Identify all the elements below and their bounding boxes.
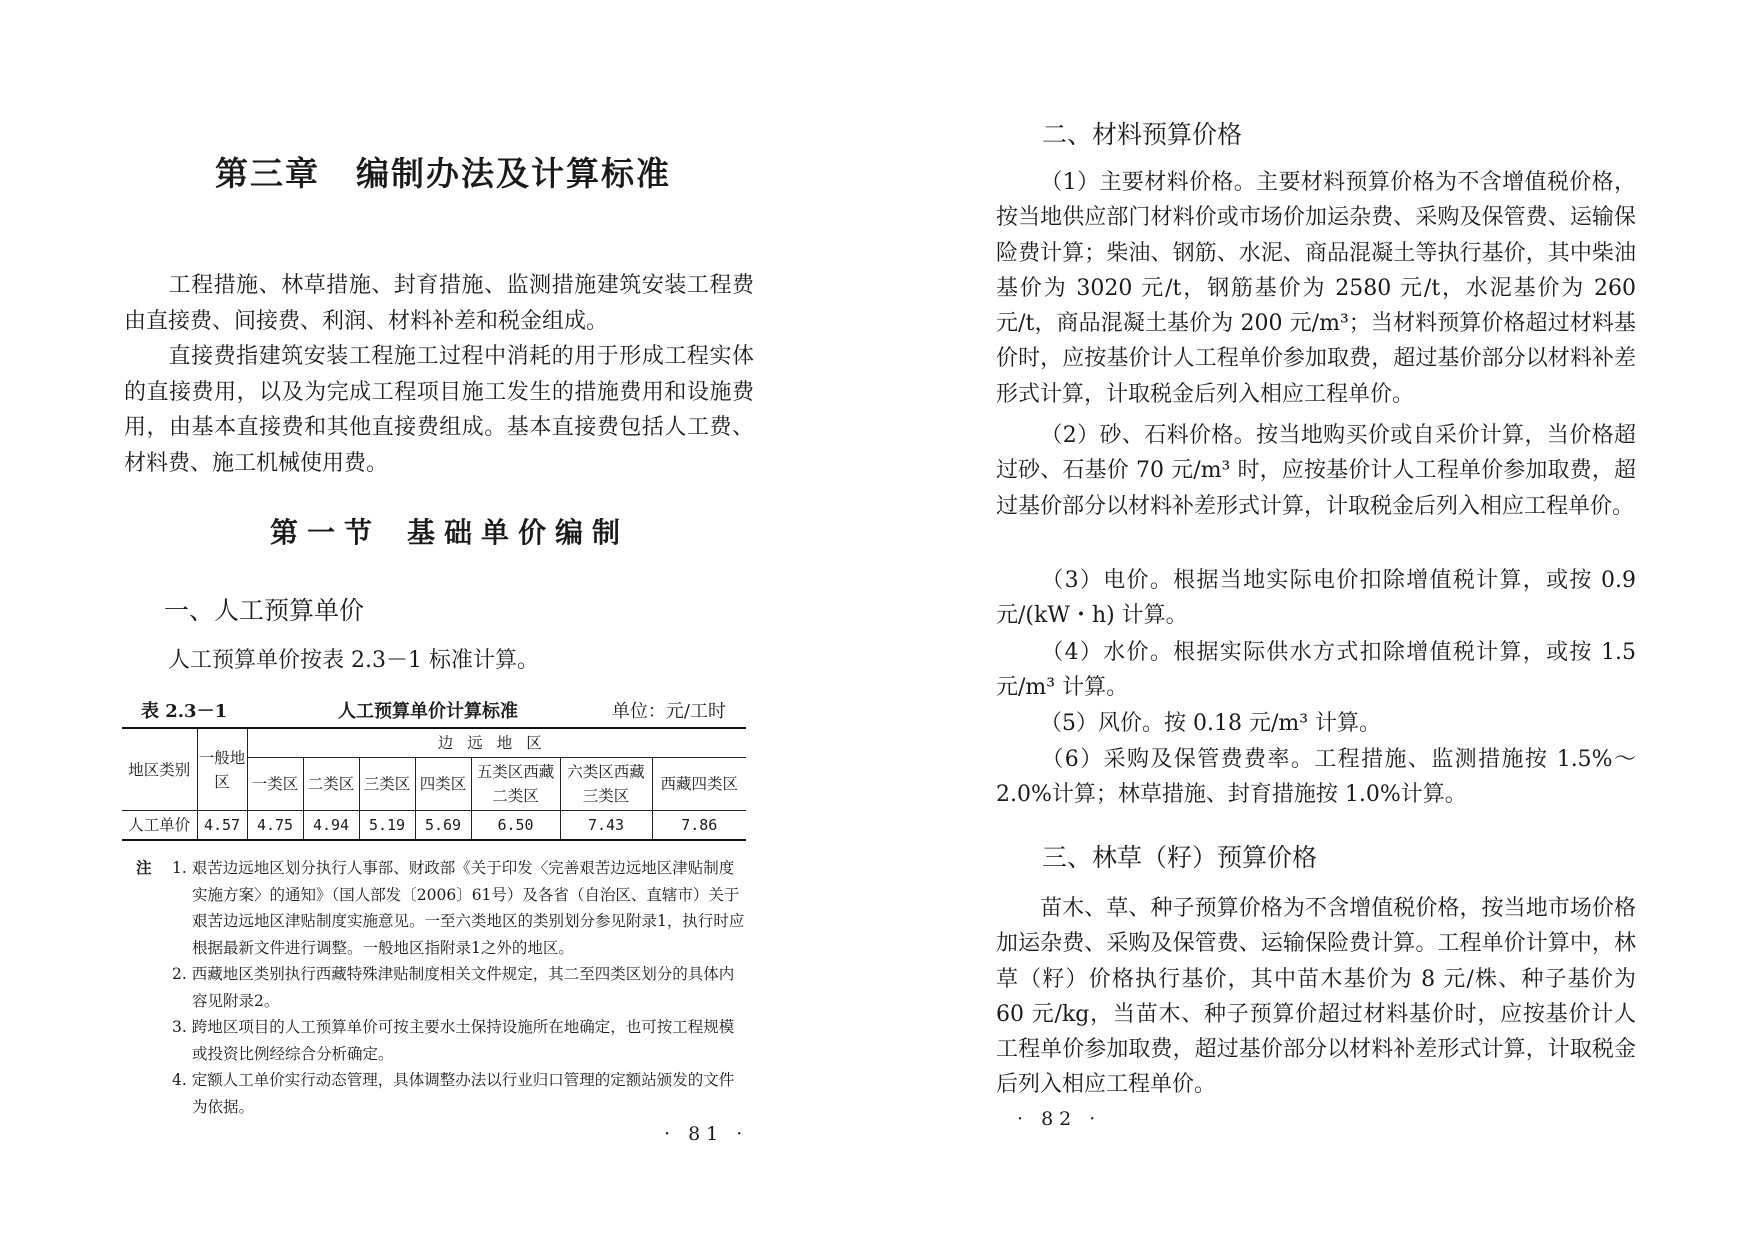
intro-paragraph-1 xyxy=(124,268,754,339)
table-cell: 4.94 xyxy=(303,811,359,841)
right-page xyxy=(877,0,1755,1241)
table-number: 表 2.3－1 xyxy=(141,701,228,722)
material-paragraph-5 xyxy=(996,706,1636,741)
left-page xyxy=(0,0,877,1241)
page-number-right: · 82 · xyxy=(1017,1108,1102,1130)
table-row-labor-price xyxy=(122,811,746,841)
row-label: 人工单价 xyxy=(122,811,197,841)
forest-paragraph-text: 苗木、草、种子预算价格为不含增值税价格，按当地市场价格加运杂费、采购及保管费、运输保险费计算。工程单价计算中，林草（籽）价格执行基价，其中苗木基价为 8 元/株、种子基价为 60 元/kg，当苗木、种子预算价超过材料基价时，应按基价计人工程单价参加取费，超过基价部分以材料补差形式计算，计取税金后列入相应工程单价。 xyxy=(996,896,1636,1098)
table-cell: 5.69 xyxy=(415,811,471,841)
material-paragraph-5-text: （5）风价。按 0.18 元/m³ 计算。 xyxy=(1040,711,1382,736)
forest-heading: 三、林草（籽）预算价格 xyxy=(1042,843,1318,872)
note-item: 1. 艰苦边远地区划分执行人事部、财政部《关于印发〈完善艰苦边远地区津贴制度实施方案〉的通知》（国人部发〔2006〕61号）及各省（自治区、直辖市）关于艰苦边远地区津贴制度实施意见。一至六类地区的类别划分参见附录1，执行时应根据最新文件进行调整。一般地区指附录1之外的地区。 xyxy=(172,859,745,957)
note-item: 3. 跨地区项目的人工预算单价可按主要水土保持设施所在地确定，也可按工程规模或投资比例经综合分析确定。 xyxy=(172,1018,735,1063)
material-paragraph-1-text: （1）主要材料价格。主要材料预算价格为不含增值税价格，按当地供应部门材料价或市场价加运杂费、采购及保管费、运输保险费计算；柴油、钢筋、水泥、商品混凝土等执行基价，其中柴油基价为 3020 元/t，钢筋基价为 2580 元/t，水泥基价为 260 元/t，商品混凝土基价为 200 元/m³；当材料预算价格超过材料基价时，应按基价计人工程单价参加取费，超过基价部分以材料补差形式计算，计取税金后列入相应工程单价。 xyxy=(996,170,1636,407)
material-paragraph-2-text: （2）砂、石料价格。按当地购买价或自采价计算，当价格超过砂、石基价 70 元/m³ 时，应按基价计人工程单价参加取费，超过基价部分以材料补差形式计算，计取税金后列入相应工程单价。 xyxy=(996,423,1636,519)
material-paragraph-1 xyxy=(996,165,1636,412)
page-number-left: · 81 · xyxy=(664,1123,749,1145)
header-col: 六类区西藏三类区 xyxy=(560,758,652,811)
table-cell: 7.43 xyxy=(560,811,652,841)
labor-rate-table xyxy=(122,727,746,841)
header-col: 五类区西藏二类区 xyxy=(471,758,560,811)
subsection-text-labor: 人工预算单价按表 2.3－1 标准计算。 xyxy=(168,648,539,673)
table-cell: 4.75 xyxy=(247,811,303,841)
material-paragraph-3 xyxy=(996,563,1636,634)
material-paragraph-4-text: （4）水价。根据实际供水方式扣除增值税计算，或按 1.5 元/m³ 计算。 xyxy=(996,640,1636,701)
table-cell: 6.50 xyxy=(471,811,560,841)
subsection-heading-labor: 一、人工预算单价 xyxy=(164,596,365,625)
forest-paragraph xyxy=(996,891,1636,1103)
intro-paragraph-1-text: 工程措施、林草措施、封育措施、监测措施建筑安装工程费由直接费、间接费、利润、材料补差和税金组成。 xyxy=(124,273,754,334)
table-notes xyxy=(136,855,746,1120)
table-caption xyxy=(124,697,748,723)
table-cell: 7.86 xyxy=(652,811,746,841)
header-col: 三类区 xyxy=(359,758,415,811)
table-cell: 4.57 xyxy=(197,811,247,841)
material-paragraph-4 xyxy=(996,635,1636,706)
material-paragraph-6-text: （6）采购及保管费费率。工程措施、监测措施按 1.5%～2.0%计算；林草措施、封育措施按 1.0%计算。 xyxy=(996,747,1636,808)
section-number: 第一节 xyxy=(270,516,382,549)
material-heading: 二、材料预算价格 xyxy=(1042,120,1243,149)
chapter-title xyxy=(215,148,671,195)
note-item: 2. 西藏地区类别执行西藏特殊津贴制度相关文件规定，其二至四类区划分的具体内容见附录2。 xyxy=(172,965,735,1010)
intro-paragraph-2 xyxy=(124,339,754,481)
section-title xyxy=(270,511,629,551)
header-region-category: 地区类别 xyxy=(122,728,197,811)
table-cell: 5.19 xyxy=(359,811,415,841)
header-col: 四类区 xyxy=(415,758,471,811)
chapter-name: 编制办法及计算标准 xyxy=(356,154,671,193)
table-unit: 单位：元/工时 xyxy=(611,701,726,722)
note-item: 4. 定额人工单价实行动态管理，具体调整办法以行业归口管理的定额站颁发的文件为依据。 xyxy=(172,1071,735,1116)
header-col: 二类区 xyxy=(303,758,359,811)
header-remote-region: 边远地区 xyxy=(247,728,746,758)
header-col: 一类区 xyxy=(247,758,303,811)
notes-label: 注 xyxy=(136,858,152,877)
material-paragraph-6 xyxy=(996,742,1636,813)
table-header-row-1 xyxy=(122,728,746,758)
chapter-number: 第三章 xyxy=(215,154,320,193)
material-paragraph-3-text: （3）电价。根据当地实际电价扣除增值税计算，或按 0.9 元/(kW・h) 计算。 xyxy=(996,568,1636,629)
section-name: 基础单价编制 xyxy=(407,516,630,549)
table-title: 人工预算单价计算标准 xyxy=(338,701,518,722)
material-paragraph-2 xyxy=(996,418,1636,524)
header-general-region: 一般地区 xyxy=(197,728,247,811)
intro-paragraph-2-text: 直接费指建筑安装工程施工过程中消耗的用于形成工程实体的直接费用，以及为完成工程项目施工发生的措施费用和设施费用，由基本直接费和其他直接费组成。基本直接费包括人工费、材料费、施工机械使用费。 xyxy=(124,344,754,476)
header-col: 西藏四类区 xyxy=(652,758,746,811)
